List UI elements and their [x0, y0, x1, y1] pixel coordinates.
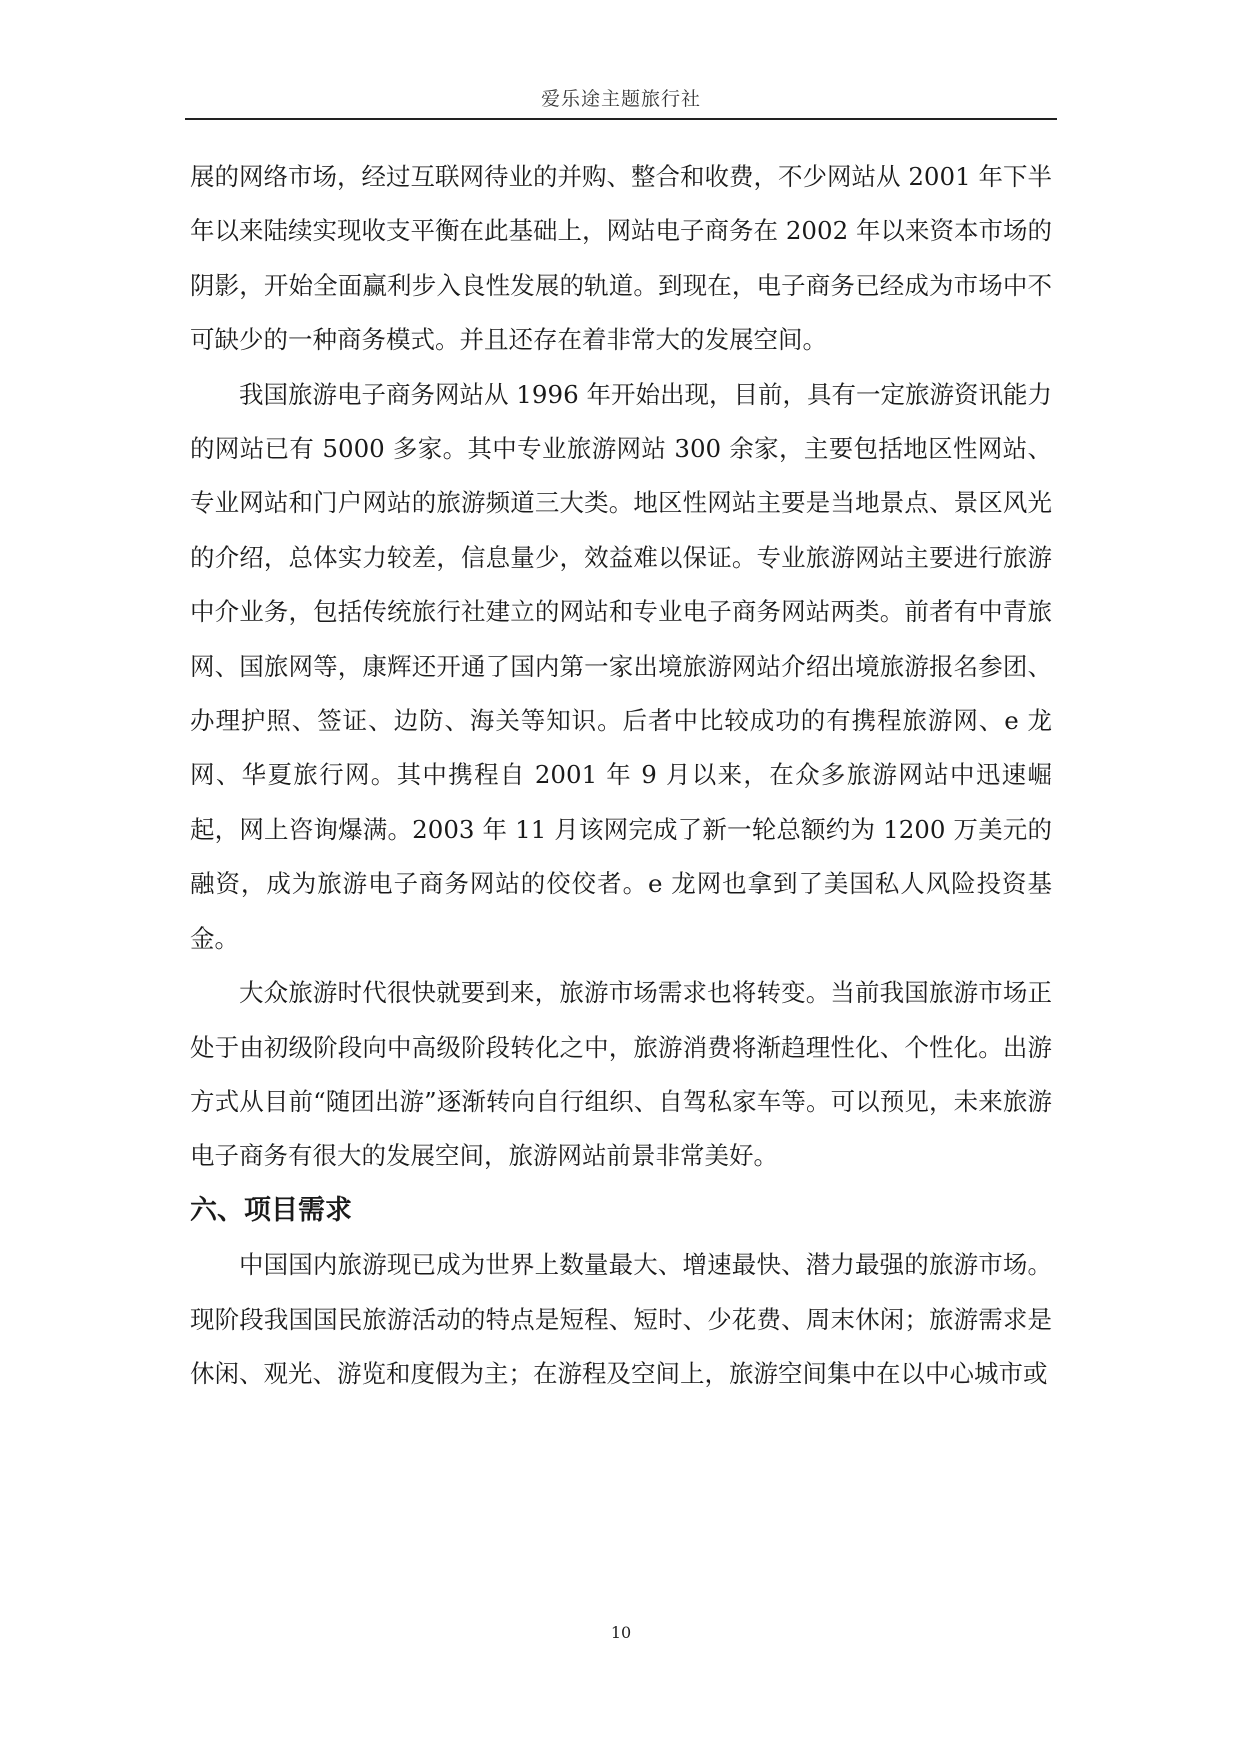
document-body — [190, 150, 1052, 1401]
body-paragraph: 大众旅游时代很快就要到来，旅游市场需求也将转变。当前我国旅游市场正处于由初级阶段向中高级阶段转化之中，旅游消费将渐趋理性化、个性化。出游方式从目前“随团出游”逐渐转向自行组织、自驾私家车等。可以预见，未来旅游电子商务有很大的发展空间，旅游网站前景非常美好。 — [190, 978, 1052, 1171]
header-divider — [185, 118, 1057, 120]
section-heading: 六、项目需求 — [190, 1194, 352, 1226]
body-paragraph: 中国国内旅游现已成为世界上数量最大、增速最快、潜力最强的旅游市场。现阶段我国国民旅游活动的特点是短程、短时、少花费、周末休闲；旅游需求是休闲、观光、游览和度假为主；在游程及空间上，旅游空间集中在以中心城市或 — [190, 1250, 1052, 1388]
body-paragraph-continued: 展的网络市场，经过互联网待业的并购、整合和收费，不少网站从 2001 年下半年以来陆续实现收支平衡在此基础上，网站电子商务在 2002 年以来资本市场的阴影，开始全面赢利步入良性发展的轨道。到现在，电子商务已经成为市场中不可缺少的一种商务模式。并且还存在着非常大的发展空间。 — [190, 162, 1052, 355]
page-number: 10 — [610, 1623, 632, 1642]
running-header-title: 爱乐途主题旅行社 — [540, 88, 701, 110]
body-paragraph: 我国旅游电子商务网站从 1996 年开始出现，目前，具有一定旅游资讯能力的网站已有 5000 多家。其中专业旅游网站 300 余家，主要包括地区性网站、专业网站和门户网站的旅游频道三大类。地区性网站主要是当地景点、景区风光的介绍，总体实力较差，信息量少，效益难以保证。专业旅游网站主要进行旅游中介业务，包括传统旅行社建立的网站和专业电子商务网站两类。前者有中青旅网、国旅网等，康辉还开通了国内第一家出境旅游网站介绍出境旅游报名参团、办理护照、签证、边防、海关等知识。后者中比较成功的有携程旅游网、e 龙网、华夏旅行网。其中携程自 2001 年 9 月以来，在众多旅游网站中迅速崛起，网上咨询爆满。2003 年 11 月该网完成了新一轮总额约为 1200 万美元的融资，成为旅游电子商务网站的佼佼者。e 龙网也拿到了美国私人风险投资基金。 — [190, 379, 1052, 953]
